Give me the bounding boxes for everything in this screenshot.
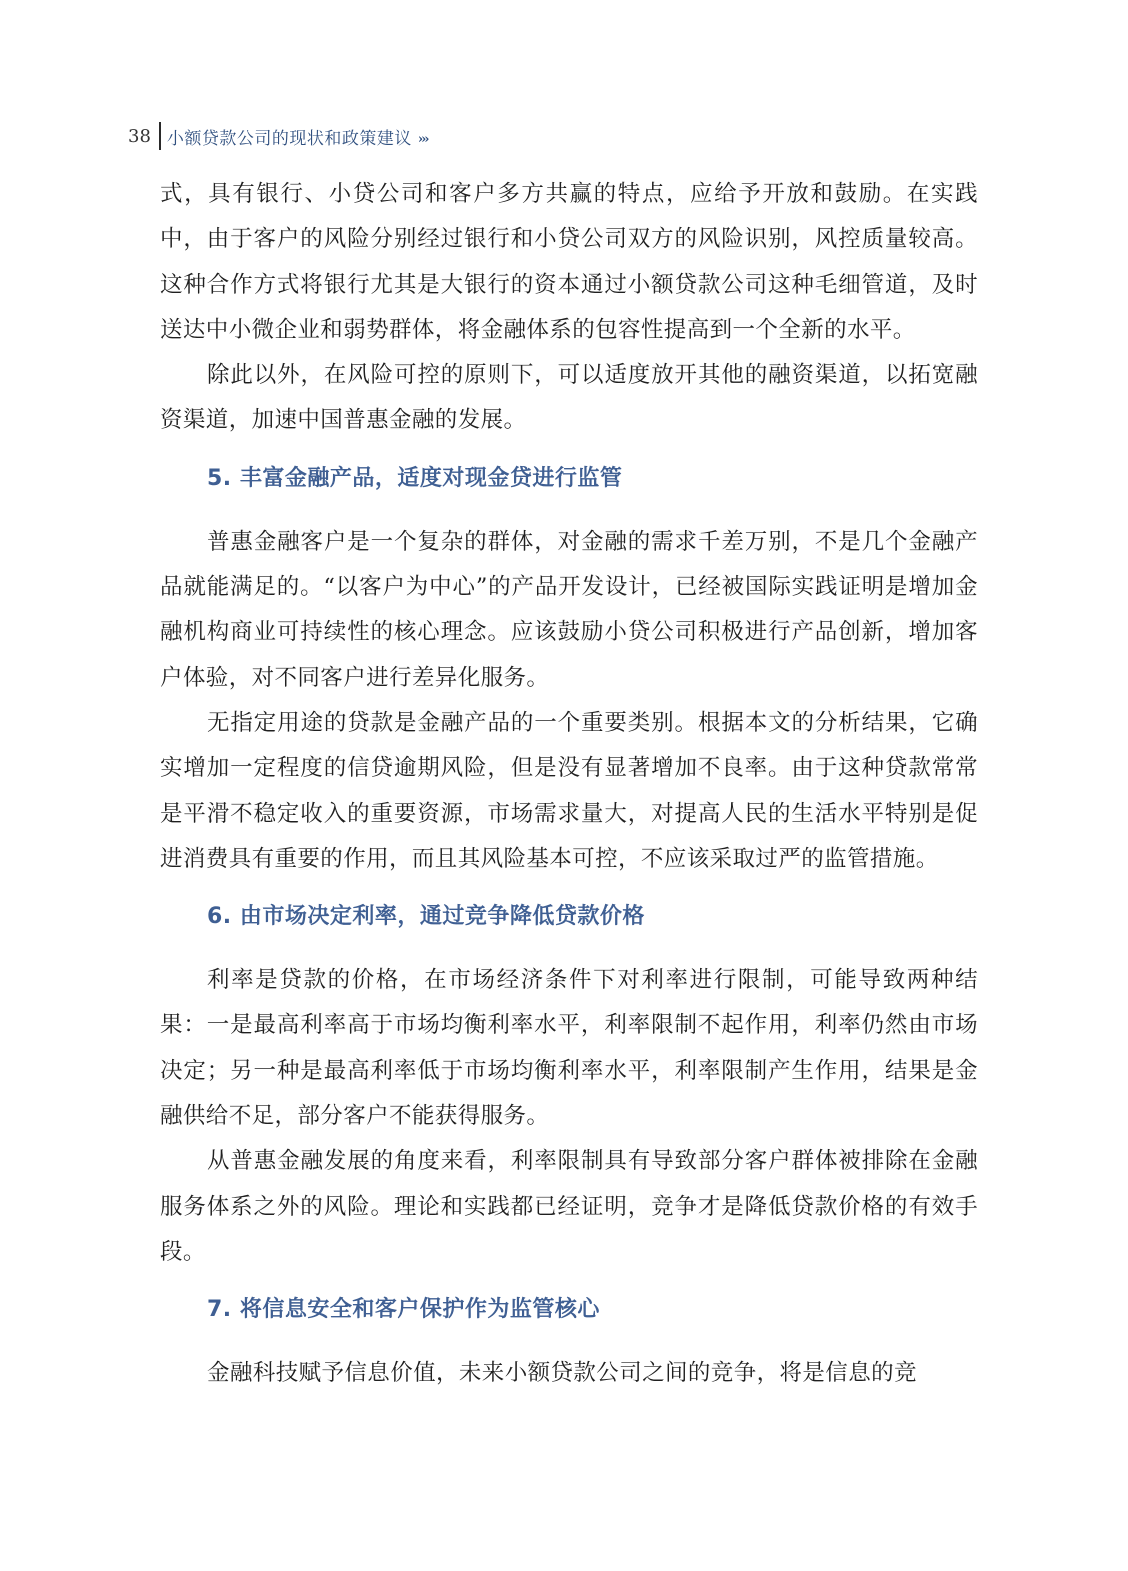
page-number: 38 [128, 125, 151, 147]
paragraph: 金融科技赋予信息价值，未来小额贷款公司之间的竞争，将是信息的竞 [207, 1360, 917, 1387]
body-text [160, 172, 978, 1397]
paragraph: 从普惠金融发展的角度来看，利率限制具有导致部分客户群体被排除在金融服务体系之外的风险。理论和实践都已经证明，竞争才是降低贷款价格的有效手段。 [160, 1148, 978, 1265]
paragraph: 除此以外，在风险可控的原则下，可以适度放开其他的融资渠道，以拓宽融资渠道，加速中国普惠金融的发展。 [160, 362, 978, 434]
paragraph: 无指定用途的贷款是金融产品的一个重要类别。根据本文的分析结果，它确实增加一定程度的信贷逾期风险，但是没有显著增加不良率。由于这种贷款常常是平滑不稳定收入的重要资源，市场需求量大，对提高人民的生活水平特别是促进消费具有重要的作用，而且其风险基本可控，不应该采取过严的监管措施。 [160, 709, 978, 872]
book-title: 小额贷款公司的现状和政策建议 [166, 128, 412, 149]
paragraph: 普惠金融客户是一个复杂的群体，对金融的需求千差万别，不是几个金融产品就能满足的。“以客户为中心”的产品开发设计，已经被国际实践证明是增加金融机构商业可持续性的核心理念。应该鼓励小贷公司积极进行产品创新，增加客户体验，对不同客户进行差异化服务。 [160, 528, 978, 691]
chevron-right-icon: ››› [417, 131, 428, 147]
section-heading: 6. 由市场决定利率，通过竞争降低贷款价格 [207, 904, 645, 930]
section-heading: 5. 丰富金融产品，适度对现金贷进行监管 [207, 465, 623, 491]
running-header [128, 121, 428, 151]
header-divider [159, 122, 161, 150]
paragraph: 式，具有银行、小贷公司和客户多方共赢的特点，应给予开放和鼓励。在实践中，由于客户的风险分别经过银行和小贷公司双方的风险识别，风控质量较高。这种合作方式将银行尤其是大银行的资本通过小额贷款公司这种毛细管道，及时送达中小微企业和弱势群体，将金融体系的包容性提高到一个全新的水平。 [160, 181, 978, 343]
paragraph: 利率是贷款的价格，在市场经济条件下对利率进行限制，可能导致两种结果：一是最高利率高于市场均衡利率水平，利率限制不起作用，利率仍然由市场决定；另一种是最高利率低于市场均衡利率水平，利率限制产生作用，结果是金融供给不足，部分客户不能获得服务。 [160, 967, 978, 1130]
section-heading: 7. 将信息安全和客户保护作为监管核心 [207, 1297, 600, 1323]
